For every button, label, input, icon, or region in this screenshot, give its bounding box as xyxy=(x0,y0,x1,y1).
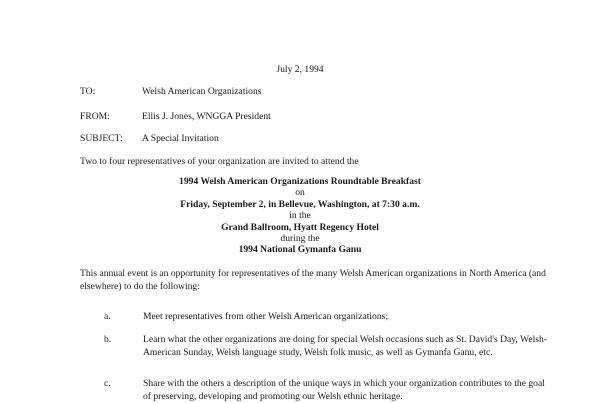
list-item-text: Share with the others a description of the unique ways in which your organization contributes to the goal of preserving, developing and promoting our Welsh ethnic heritage. xyxy=(143,378,545,402)
to-label: TO: xyxy=(80,86,96,97)
list-item-letter: a. xyxy=(104,311,111,322)
event-on: on xyxy=(295,187,305,199)
memo-date: July 2, 1994 xyxy=(276,64,324,75)
event-date-time: Friday, September 2, in Bellevue, Washington, at 7:30 a.m. xyxy=(180,198,420,210)
list-item-letter: b. xyxy=(104,334,112,345)
to-value: Welsh American Organizations xyxy=(142,86,262,97)
list-item-text: Meet representatives from other Welsh American organizations; xyxy=(143,311,389,322)
list-item-letter: c. xyxy=(104,378,111,389)
event-occasion: 1994 National Gymanfa Ganu xyxy=(238,244,362,256)
event-title: 1994 Welsh American Organizations Roundtable Breakfast xyxy=(179,176,421,187)
event-during-the: during the xyxy=(280,233,320,245)
event-block xyxy=(0,176,600,256)
from-value: Ellis J. Jones, WNGGA President xyxy=(142,111,271,122)
subject-value: A Special Invitation xyxy=(142,133,219,144)
body-paragraph: This annual event is an opportunity for representatives of the many Welsh American organizations in North America (and elsewhere) to do the following: xyxy=(80,268,546,292)
intro-text: Two to four representatives of your organization are invited to attend the xyxy=(80,156,359,167)
event-venue: Grand Ballroom, Hyatt Regency Hotel xyxy=(221,221,379,233)
event-in-the: in the xyxy=(289,210,311,222)
subject-label: SUBJECT: xyxy=(80,133,123,144)
from-label: FROM: xyxy=(80,111,110,122)
list-item-text: Learn what the other organizations are doing for special Welsh occasions such as St. David's Day, Welsh-American Sunday, Welsh language study, Welsh folk music, as well as Gymanfa Ganu, etc. xyxy=(143,334,547,358)
